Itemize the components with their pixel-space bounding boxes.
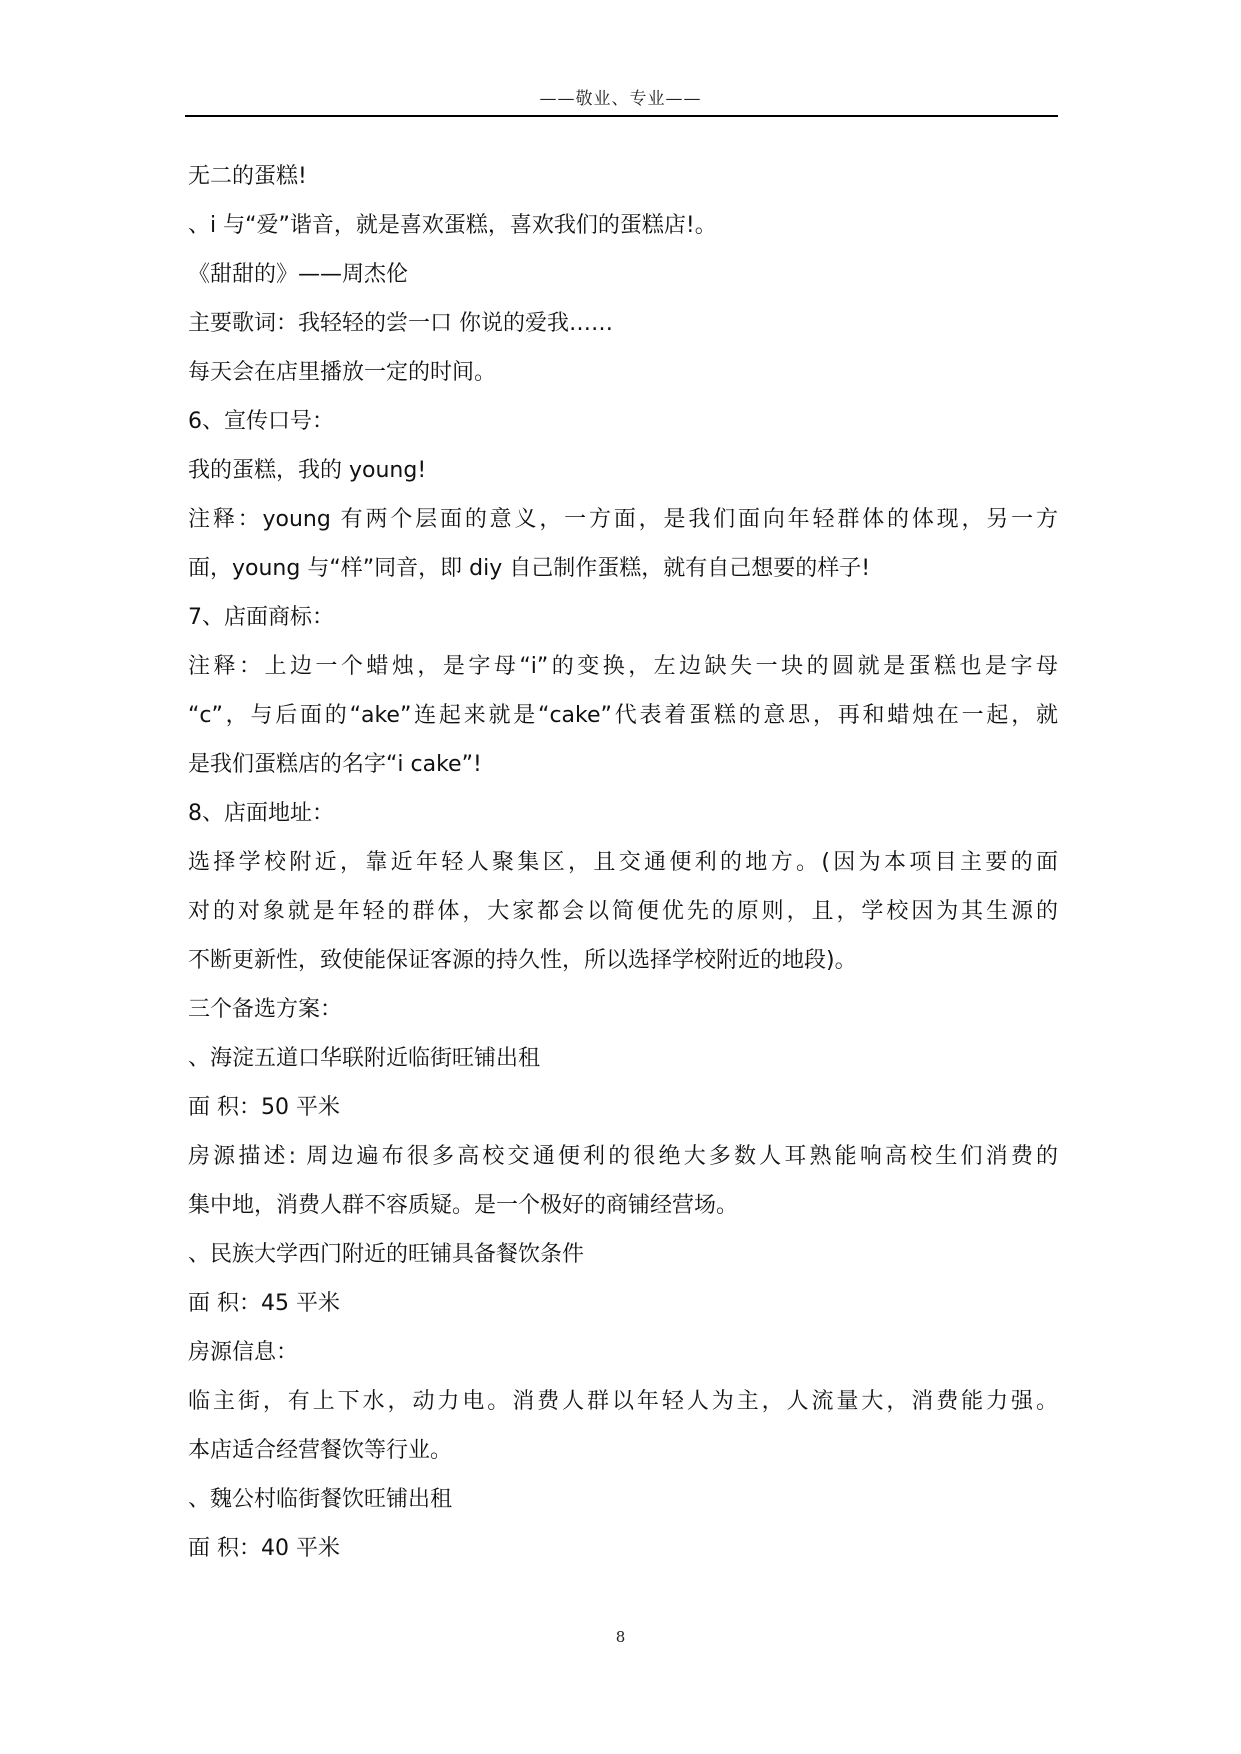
text-line: 注释：上边一个蜡烛，是字母“i”的变换，左边缺失一块的圆就是蛋糕也是字母	[188, 654, 1058, 679]
text-line: 注释：young 有两个层面的意义，一方面，是我们面向年轻群体的体现，另一方	[188, 507, 1058, 532]
text-line: 面，young 与“样”同音，即 diy 自己制作蛋糕，就有自己想要的样子!	[188, 556, 871, 581]
text-line: 房源描述: 周边遍布很多高校交通便利的很绝大多数人耳熟能响高校生们消费的	[188, 1144, 1058, 1169]
option-title: 、民族大学西门附近的旺铺具备餐饮条件	[188, 1242, 585, 1267]
text-line: 每天会在店里播放一定的时间。	[188, 360, 497, 385]
text-line: 无二的蛋糕!	[188, 164, 307, 189]
header-rule	[185, 115, 1058, 117]
section-heading: 6、宣传口号：	[188, 409, 334, 434]
text-line: 本店适合经营餐饮等行业。	[188, 1438, 453, 1463]
text-line: 主要歌词：我轻轻的尝一口 你说的爱我……	[188, 311, 613, 336]
text-line: 临主街，有上下水，动力电。消费人群以年轻人为主，人流量大，消费能力强。	[188, 1389, 1058, 1414]
text-line: 房源信息：	[188, 1340, 299, 1365]
text-line: 《甜甜的》——周杰伦	[188, 262, 409, 287]
text-line: “c”，与后面的“ake”连起来就是“cake”代表着蛋糕的意思，再和蜡烛在一起，就	[188, 703, 1058, 728]
text-line: 选择学校附近，靠近年轻人聚集区，且交通便利的地方。(因为本项目主要的面	[188, 850, 1058, 875]
text-line: 是我们蛋糕店的名字“i cake”!	[188, 752, 482, 777]
option-title: 、魏公村临街餐饮旺铺出租	[188, 1487, 453, 1512]
text-line: 、i 与“爱”谐音，就是喜欢蛋糕，喜欢我们的蛋糕店!。	[188, 213, 717, 238]
area-line: 面 积：45 平米	[188, 1291, 340, 1316]
option-title: 、海淀五道口华联附近临街旺铺出租	[188, 1046, 541, 1071]
text-line: 三个备选方案：	[188, 997, 343, 1022]
text-line: 不断更新性，致使能保证客源的持久性，所以选择学校附近的地段)。	[188, 948, 857, 973]
section-heading: 8、店面地址：	[188, 801, 334, 826]
page-number: 8	[615, 1628, 626, 1646]
document-body	[188, 152, 1058, 1573]
text-line: 对的对象就是年轻的群体，大家都会以简便优先的原则，且，学校因为其生源的	[188, 899, 1058, 924]
section-heading: 7、店面商标：	[188, 605, 334, 630]
page-header: ——敬业、专业——	[539, 89, 702, 109]
text-line: 我的蛋糕，我的 young!	[188, 458, 427, 483]
area-line: 面 积：40 平米	[188, 1536, 340, 1561]
text-line: 集中地，消费人群不容质疑。是一个极好的商铺经营场。	[188, 1193, 739, 1218]
area-line: 面 积：50 平米	[188, 1095, 340, 1120]
